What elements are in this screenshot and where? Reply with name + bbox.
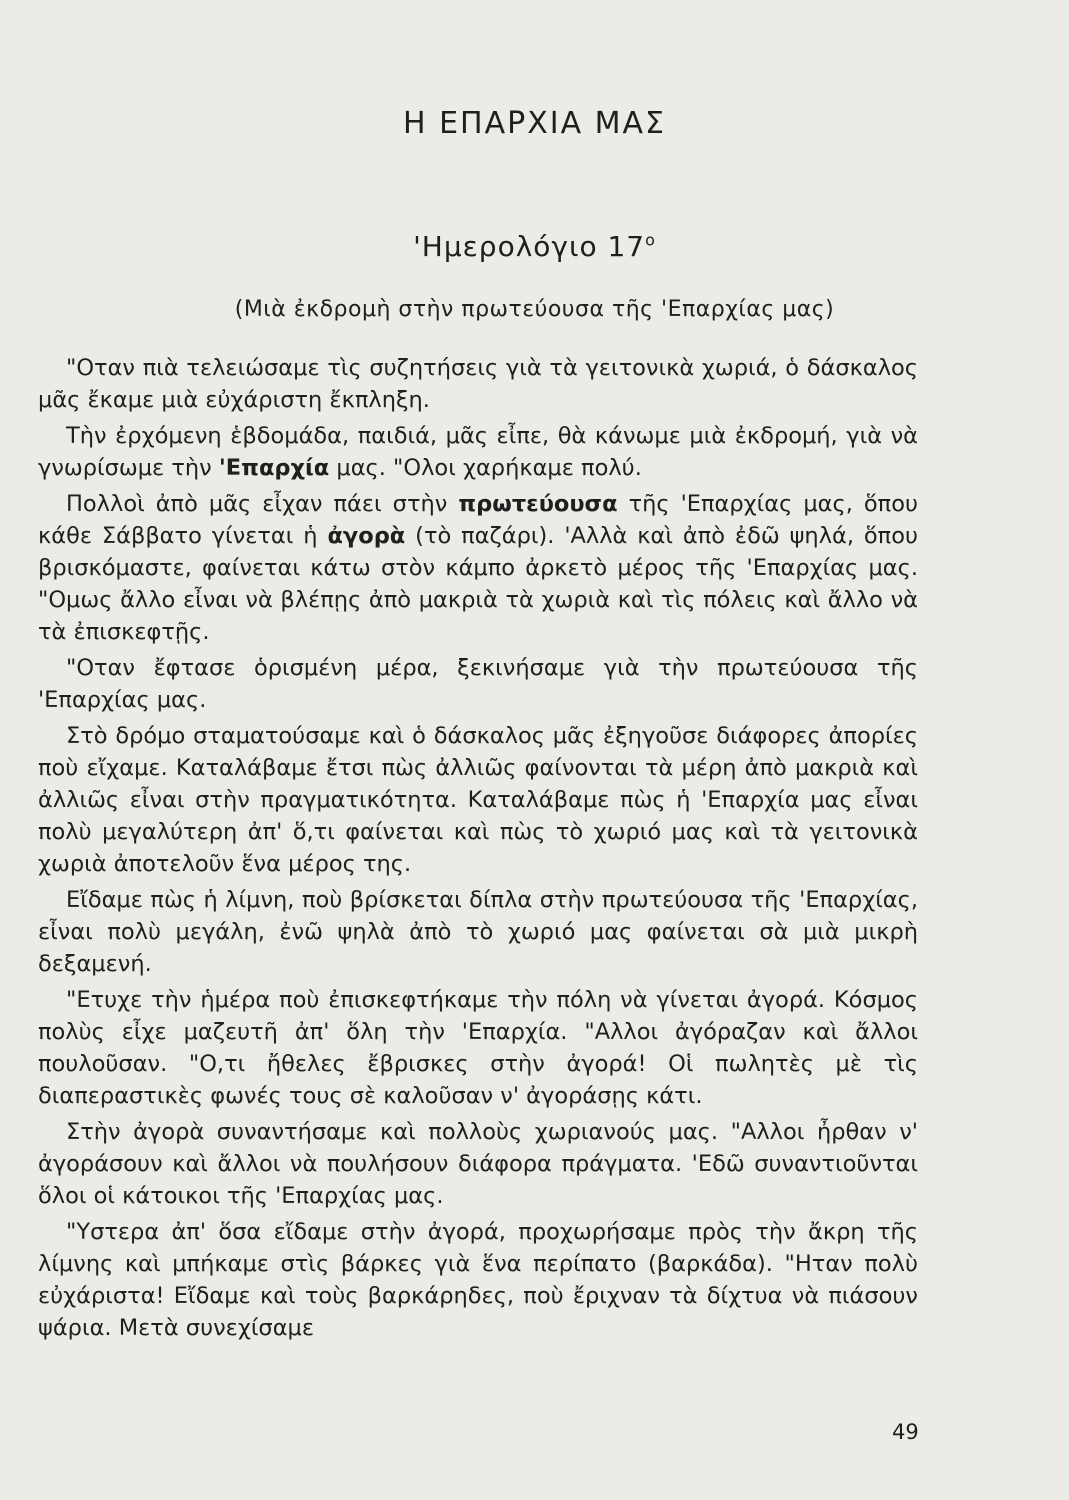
paragraph-3-part: Πολλοὶ ἀπὸ μᾶς εἶχαν πάει στὴν bbox=[66, 491, 459, 517]
subtitle-ordinal: ο bbox=[645, 230, 656, 250]
paragraph-3 bbox=[38, 488, 918, 648]
paragraph-3-part: τῆς 'Επαρχίας μας, ὅπου κάθε Σάββατο γίνεται ἡ bbox=[38, 491, 918, 549]
paragraph-9: "Υστερα ἀπ' ὅσα εἴδαμε στὴν ἀγορά, προχωρήσαμε πρὸς τὴν ἄκρη τῆς λίμνης καὶ μπήκαμε στὶς βάρκες γιὰ ἕνα περίπατο (βαρκάδα). "Ηταν πολὺ εὐχάριστα! Εἴδαμε καὶ τοὺς βαρκάρηδες, ποὺ ἔριχναν τὰ δίχτυα νὰ πιάσουν ψάρια. Μετὰ συνεχίσαμε bbox=[38, 1219, 918, 1341]
bold-term-eparchia: 'Επαρχία bbox=[218, 455, 330, 481]
bold-term-capital: πρωτεύουσα bbox=[458, 491, 618, 517]
paragraph-8: Στὴν ἀγορὰ συναντήσαμε καὶ πολλοὺς χωριανούς μας. "Αλλοι ἦρθαν ν' ἀγοράσουν καὶ ἄλλοι νὰ πουλήσουν διάφορα πράγματα. 'Εδῶ συναντιοῦνται ὅλοι οἱ κάτοικοι τῆς 'Επαρχίας μας. bbox=[38, 1119, 918, 1209]
paragraph-7: "Ετυχε τὴν ἡμέρα ποὺ ἐπισκεφτήκαμε τὴν πόλη νὰ γίνεται ἀγορά. Κόσμος πολὺς εἶχε μαζευτῆ ἀπ' ὅλη τὴν 'Επαρχία. "Αλλοι ἀγόραζαν καὶ ἄλλοι πουλοῦσαν. "Ο,τι ἤθελες ἔβρισκες στὴν ἀγορά! Οἱ πωλητὲς μὲ τὶς διαπεραστικὲς φωνές τους σὲ καλοῦσαν ν' ἀγοράσῃς κάτι. bbox=[38, 987, 918, 1109]
paragraph-5: Στὸ δρόμο σταματούσαμε καὶ ὁ δάσκαλος μᾶς ἐξηγοῦσε διάφορες ἀπορίες ποὺ εἴχαμε. Καταλάβαμε ἔτσι πὼς ἀλλιῶς φαίνονται τὰ μέρη ἀπὸ μακριὰ καὶ ἀλλιῶς εἶναι στὴν πραγματικότητα. Καταλάβαμε πὼς ἡ 'Επαρχία μας εἶναι πολὺ μεγαλύτερη ἀπ' ὅ,τι φαίνεται καὶ πὼς τὸ χωριό μας καὶ τὰ γειτονικὰ χωριὰ ἀποτελοῦν ἕνα μέρος της. bbox=[38, 723, 918, 877]
subtitle-text: 'Ημερολόγιο 17 bbox=[413, 230, 646, 263]
body-text bbox=[38, 352, 918, 1348]
section-caption: (Μιὰ ἐκδρομὴ στὴν πρωτεύουσα τῆς 'Επαρχίας μας) bbox=[234, 297, 835, 322]
diary-subtitle bbox=[0, 230, 1069, 263]
paragraph-3-part: (τὸ παζάρι). 'Αλλὰ καὶ ἀπὸ ἐδῶ ψηλά, ὅπου βρισκόμαστε, φαίνεται κάτω στὸν κάμπο ἀρκετὸ μέρος τῆς 'Επαρχίας μας. "Ομως ἄλλο εἶναι νὰ βλέπῃς ἀπὸ μακριὰ τὰ χωριὰ καὶ τὶς πόλεις καὶ ἄλλο νὰ τὰ ἐπισκεφτῇς. bbox=[38, 523, 918, 645]
paragraph-1: "Οταν πιὰ τελειώσαμε τὶς συζητήσεις γιὰ τὰ γειτονικὰ χωριά, ὁ δάσκαλος μᾶς ἔκαμε μιὰ εὐχάριστη ἔκπληξη. bbox=[38, 355, 918, 413]
paragraph-2-part: μας. "Ολοι χαρήκαμε πολύ. bbox=[329, 455, 642, 481]
bold-term-market: ἀγορὰ bbox=[327, 523, 406, 549]
paragraph-4: "Οταν ἔφτασε ὁρισμένη μέρα, ξεκινήσαμε γιὰ τὴν πρωτεύουσα τῆς 'Επαρχίας μας. bbox=[38, 655, 918, 713]
paragraph-2 bbox=[38, 420, 918, 484]
paragraph-2-part: Τὴν ἐρχόμενη ἑβδομάδα, παιδιά, μᾶς εἶπε, θὰ κάνωμε μιὰ ἐκδρομή, γιὰ νὰ γνωρίσωμε τὴν bbox=[38, 423, 918, 481]
page-number: 49 bbox=[892, 1420, 919, 1444]
paragraph-6: Εἴδαμε πὼς ἡ λίμνη, ποὺ βρίσκεται δίπλα στὴν πρωτεύουσα τῆς 'Επαρχίας, εἶναι πολὺ μεγάλη, ἐνῶ ψηλὰ ἀπὸ τὸ χωριό μας φαίνεται σὰ μιὰ μικρὴ δεξαμενή. bbox=[38, 887, 918, 977]
chapter-title: Η ΕΠΑΡΧΙΑ ΜΑΣ bbox=[402, 106, 667, 141]
